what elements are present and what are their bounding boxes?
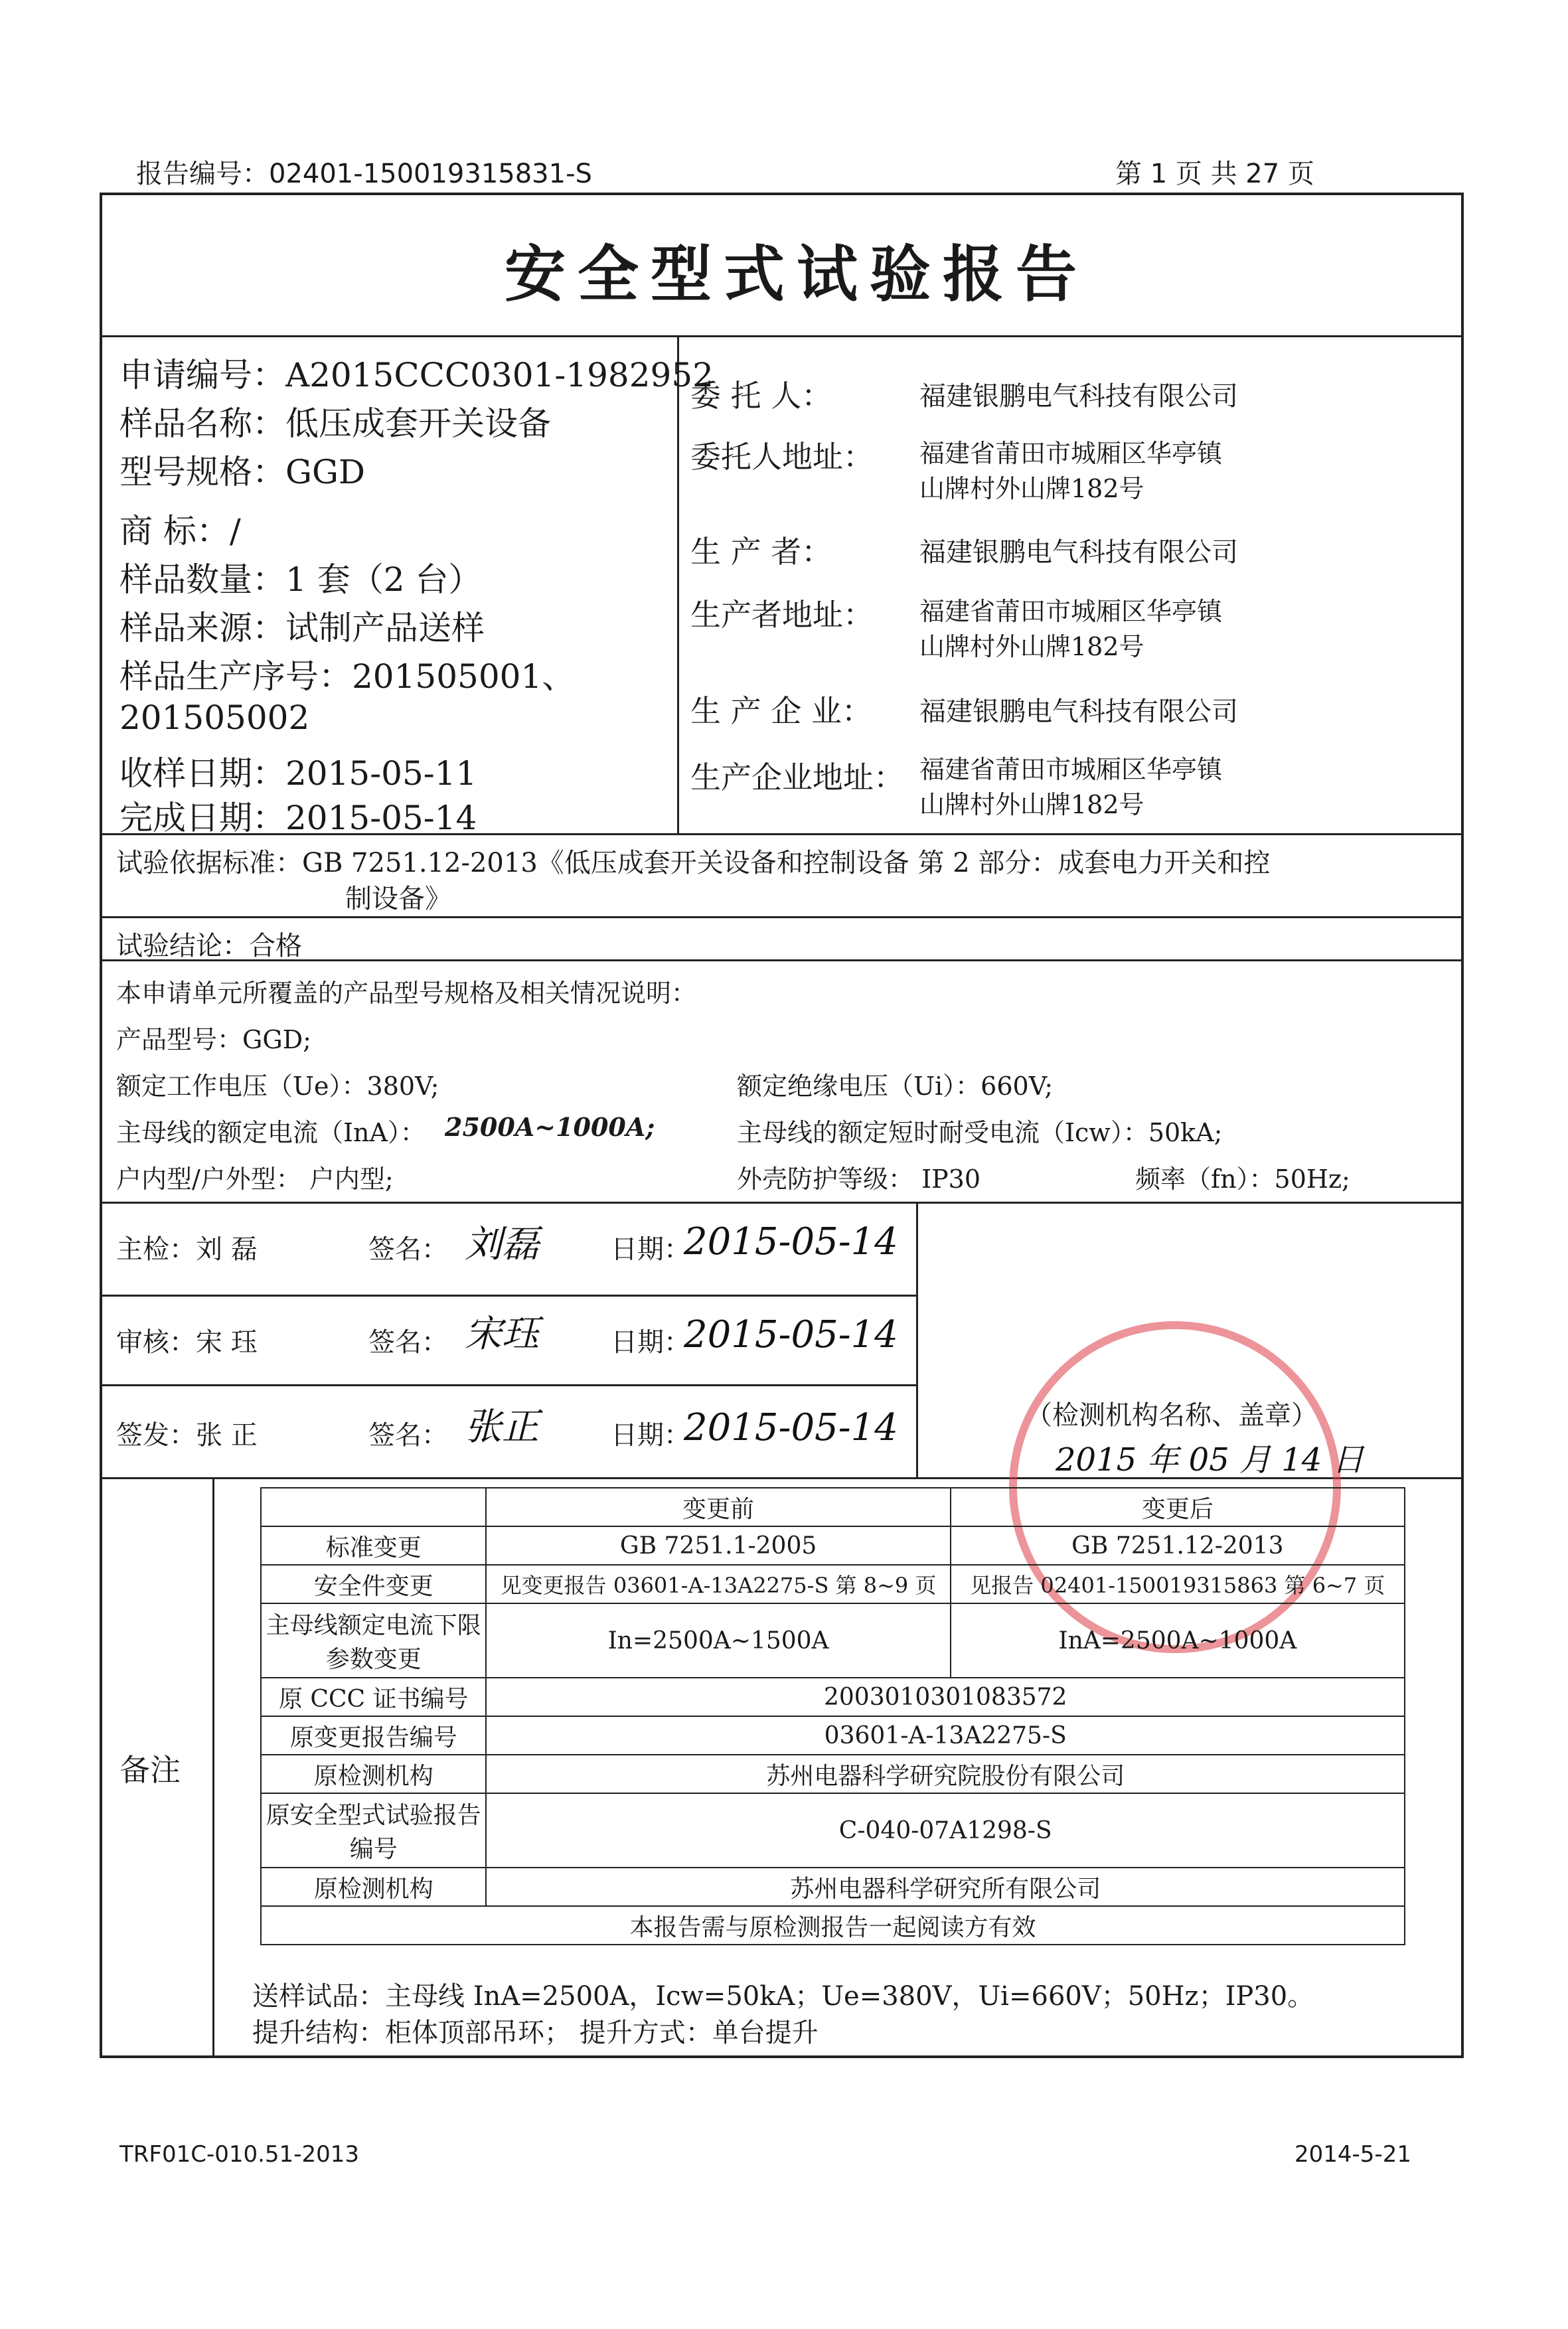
table-cell: 03601-A-13A2275-S [486, 1716, 1405, 1755]
table-row [261, 1868, 1405, 1906]
issuer: 签发：张 正 [116, 1420, 258, 1451]
manufacturer-value: 福建银鹏电气科技有限公司 [919, 537, 1238, 568]
lift-info: 提升结构：柜体顶部吊环； 提升方式：单台提升 [252, 2018, 819, 2048]
test-standard: 试验依据标准：GB 7251.12-2013《低压成套开关设备和控制设备 第 2 部分：成套电力开关和控 [116, 848, 1271, 878]
divider-title [100, 335, 1464, 337]
table-cell: 见变更报告 03601-A-13A2275-S 第 8~9 页 [486, 1565, 950, 1603]
table-note: 本报告需与原检测报告一起阅读方有效 [261, 1906, 1405, 1945]
test-standard-continued: 制设备》 [345, 884, 451, 914]
manufacturer-address-line2: 山牌村外山牌182号 [919, 632, 1144, 661]
receive-date: 收样日期：2015-05-11 [119, 754, 477, 793]
table-cell: 见报告 02401-150019315863 第 6~7 页 [951, 1565, 1405, 1603]
rated-voltage: 额定工作电压（Ue）：380V; [116, 1072, 439, 1101]
manufacturer-address-label: 生产者地址： [690, 597, 874, 633]
table-row [261, 1793, 1405, 1868]
inspector-signature: 刘磊 [465, 1223, 539, 1266]
reviewer-date-label: 日期： [611, 1327, 690, 1358]
table-cell: 标准变更 [261, 1526, 486, 1565]
reviewer-signature: 宋珏 [465, 1313, 539, 1356]
divider-info-columns [677, 335, 679, 833]
factory-address-line2: 山牌村外山牌182号 [919, 790, 1144, 819]
seal-date: 2015 年 05 月 14 日 [1056, 1441, 1364, 1479]
serial-number: 样品生产序号：201505001、 [119, 657, 576, 696]
table-cell: 苏州电器科学研究所有限公司 [486, 1868, 1405, 1906]
table-cell [261, 1488, 486, 1526]
serial-number-2: 201505002 [119, 698, 310, 737]
factory-label: 生 产 企 业： [690, 693, 872, 729]
table-cell: 主母线额定电流下限参数变更 [261, 1603, 486, 1678]
report-title: 安全型式试验报告 [505, 238, 1089, 310]
table-cell: 原变更报告编号 [261, 1716, 486, 1755]
issuer-date: 2015-05-14 [684, 1406, 898, 1449]
table-cell: GB 7251.12-2013 [951, 1526, 1405, 1565]
client-address-line1: 福建省莆田市城厢区华亭镇 [919, 439, 1223, 468]
table-cell: 原 CCC 证书编号 [261, 1678, 486, 1716]
table-row [261, 1678, 1405, 1716]
table-row [261, 1603, 1405, 1678]
inspector-date: 2015-05-14 [684, 1220, 898, 1263]
inspector-date-label: 日期： [611, 1234, 690, 1265]
table-cell: InA=2500A~1000A [951, 1603, 1405, 1678]
ip-rating: 外壳防护等级： IP30 [737, 1164, 981, 1194]
test-conclusion: 试验结论：合格 [116, 931, 302, 961]
factory-value: 福建银鹏电气科技有限公司 [919, 696, 1238, 727]
coverage-intro: 本申请单元所覆盖的产品型号规格及相关情况说明： [116, 979, 697, 1008]
busbar-current-value: 2500A~1000A; [445, 1112, 655, 1142]
issuer-date-label: 日期： [611, 1420, 690, 1451]
inspector: 主检：刘 磊 [116, 1234, 258, 1265]
application-no: 申请编号：A2015CCC0301-1982952 [119, 356, 714, 394]
table-cell: 原检测机构 [261, 1868, 486, 1906]
table-cell: 原检测机构 [261, 1755, 486, 1793]
table-cell: 2003010301083572 [486, 1678, 1405, 1716]
remarks-label: 备注 [119, 1752, 181, 1788]
inspector-sign-label: 签名： [368, 1234, 448, 1265]
client-label: 委 托 人： [690, 378, 832, 414]
table-note-row [261, 1906, 1405, 1945]
reviewer-date: 2015-05-14 [684, 1313, 898, 1356]
sample-name: 样品名称：低压成套开关设备 [119, 404, 551, 443]
short-time-current: 主母线的额定短时耐受电流（Icw）：50kA; [737, 1118, 1223, 1147]
page-info: 第 1 页 共 27 页 [1115, 159, 1314, 189]
report-number: 报告编号：02401-150019315831-S [136, 159, 592, 189]
complete-date: 完成日期：2015-05-14 [119, 799, 477, 837]
divider-signature-column [916, 1202, 918, 1477]
issuer-signature: 张正 [465, 1405, 539, 1449]
client-value: 福建银鹏电气科技有限公司 [919, 381, 1238, 412]
issuer-sign-label: 签名： [368, 1420, 448, 1451]
factory-address-label: 生产企业地址： [690, 760, 904, 795]
footer-form-code: TRF01C-010.51-2013 [119, 2141, 359, 2168]
divider-coverage [100, 1202, 1464, 1204]
table-cell: C-040-07A1298-S [486, 1793, 1405, 1868]
divider-sig-1 [100, 1295, 916, 1297]
table-row [261, 1565, 1405, 1603]
busbar-current-label: 主母线的额定电流（InA）： [116, 1118, 426, 1147]
trademark: 商 标：/ [119, 512, 241, 550]
table-row [261, 1755, 1405, 1793]
sample-source: 样品来源：试制产品送样 [119, 609, 485, 647]
table-cell: 安全件变更 [261, 1565, 486, 1603]
sample-info: 送样试品：主母线 InA=2500A，Icw=50kA；Ue=380V，Ui=660V；50Hz；IP30。 [252, 1981, 1314, 2012]
reviewer-sign-label: 签名： [368, 1327, 448, 1358]
divider-remarks-label [212, 1477, 214, 2058]
reviewer: 审核：宋 珏 [116, 1327, 258, 1358]
table-row [261, 1716, 1405, 1755]
client-address-label: 委托人地址： [690, 439, 874, 475]
table-row [261, 1526, 1405, 1565]
client-address-line2: 山牌村外山牌182号 [919, 474, 1144, 503]
table-header-after: 变更后 [951, 1488, 1405, 1526]
product-model: 产品型号：GGD; [116, 1025, 311, 1054]
change-table [260, 1487, 1405, 1945]
divider-sig-2 [100, 1384, 916, 1386]
table-header-before: 变更前 [486, 1488, 950, 1526]
divider-conclusion [100, 959, 1464, 961]
table-cell: In=2500A~1500A [486, 1603, 950, 1678]
model-spec: 型号规格：GGD [119, 453, 365, 491]
divider-standard [100, 916, 1464, 918]
insulation-voltage: 额定绝缘电压（Ui）：660V; [737, 1072, 1054, 1101]
footer-date: 2014-5-21 [1294, 2141, 1411, 2168]
indoor-outdoor: 户内型/户外型： 户内型; [116, 1164, 394, 1194]
table-cell: 原安全型式试验报告编号 [261, 1793, 486, 1868]
frequency: 频率（fn）：50Hz; [1135, 1164, 1350, 1194]
manufacturer-address-line1: 福建省莆田市城厢区华亭镇 [919, 597, 1223, 626]
factory-address-line1: 福建省莆田市城厢区华亭镇 [919, 755, 1223, 784]
table-header-row [261, 1488, 1405, 1526]
org-seal-label: （检测机构名称、盖章） [1026, 1400, 1318, 1431]
table-cell: 苏州电器科学研究院股份有限公司 [486, 1755, 1405, 1793]
table-cell: GB 7251.1-2005 [486, 1526, 950, 1565]
manufacturer-label: 生 产 者： [690, 534, 832, 570]
sample-quantity: 样品数量：1 套（2 台） [119, 560, 482, 599]
